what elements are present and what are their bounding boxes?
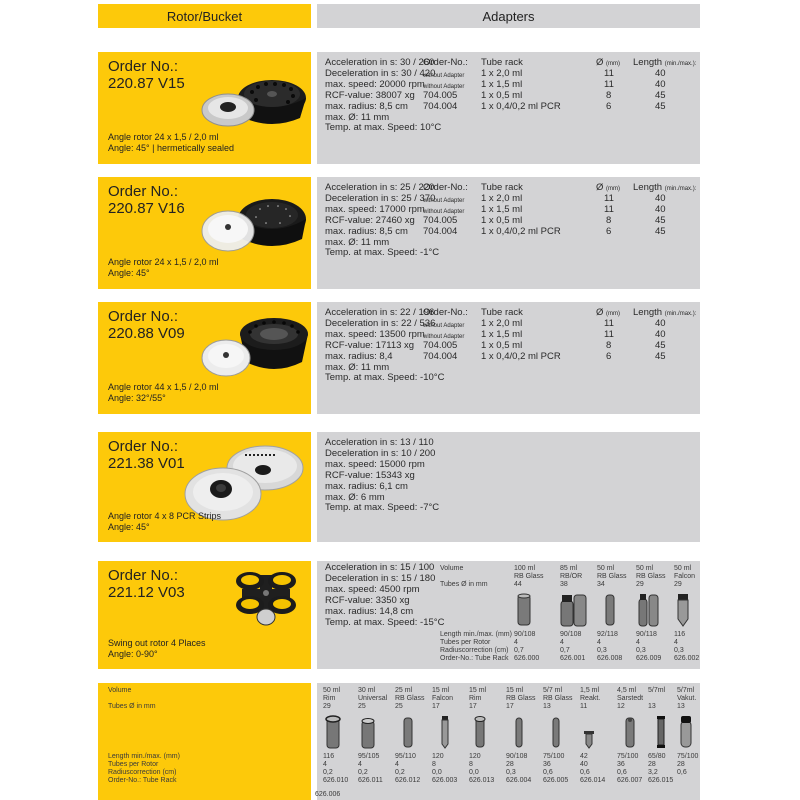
order-number: 220.87 V15 (108, 75, 185, 92)
reaction-tube-icon (582, 715, 596, 749)
adapter-order: without Adapter (423, 209, 465, 215)
spec-deceleration: Deceleration in s: 22 / 536 (325, 317, 436, 329)
adapter-dia: 6 (606, 351, 612, 362)
adapter-rack: 1 x 2,0 ml (481, 68, 523, 79)
col-length: Length (min./max.): (633, 57, 697, 68)
rim-tube-icon (325, 715, 341, 749)
tube-icon (512, 715, 526, 749)
adapter-dia: 8 (606, 90, 612, 101)
tube-icon (401, 715, 415, 749)
order-number: 221.12 V03 (108, 584, 185, 601)
adapter-dia: 11 (604, 329, 614, 340)
rotor-description: Angle rotor 4 x 8 PCR Strips (108, 511, 222, 521)
order-label: Order No.: (108, 438, 179, 455)
tube-column: 30 ml Universal 25 95/105 4 0,2 626.011 (358, 687, 388, 784)
adapter-dia: 11 (604, 79, 614, 90)
adapter-order: 704.005 (423, 340, 458, 351)
rotor-angle: Angle: 32°/55° (108, 393, 166, 403)
label-order: Order-No.: Tube Rack (108, 777, 177, 784)
adapter-len: 40 (655, 193, 666, 204)
label-order: Order-No.: Tube Rack (440, 655, 509, 662)
col-tube-rack: Tube rack (481, 182, 523, 193)
tube-column: 5/7ml 13 65/80 28 3,2 626.015 (648, 687, 674, 784)
rotor-angle: Angle: 45° (108, 268, 150, 278)
spec-acceleration: Acceleration in s: 15 / 100 (325, 562, 435, 573)
col-order-no: Order-No.: (423, 307, 468, 318)
label-volume: Volume (440, 565, 464, 572)
order-number: 220.88 V09 (108, 325, 185, 342)
adapter-len: 40 (655, 329, 666, 340)
rotor-description: Angle rotor 44 x 1,5 / 2,0 ml (108, 382, 219, 392)
pcr-strip-rotor-image (183, 442, 308, 522)
label-tubes-dia: Tubes Ø in mm (108, 703, 156, 710)
rotor-description: Angle rotor 24 x 1,5 / 2,0 ml (108, 132, 219, 142)
tube-column: 15 ml RB Glass 17 90/108 28 0,3 626.004 (506, 687, 536, 784)
col-length: Length (min./max.): (633, 307, 697, 318)
spec-max-diameter: max. Ø: 11 mm (325, 236, 390, 248)
adapter-rack: 1 x 1,5 ml (481, 204, 523, 215)
col-length: Length (min./max.): (633, 182, 697, 193)
adapter-dia: 8 (606, 340, 612, 351)
order-label: Order No.: (108, 308, 179, 325)
label-radius: Radiuscorrection (cm) (440, 647, 509, 654)
adapter-len: 40 (655, 68, 666, 79)
spec-max-diameter: max. Ø: 11 mm (325, 361, 390, 373)
rotor-description: Swing out rotor 4 Places (108, 638, 206, 648)
order-label: Order No.: (108, 567, 179, 584)
tube-icon (360, 717, 376, 751)
adapter-order: without Adapter (423, 334, 465, 340)
adapter-len: 45 (655, 90, 666, 101)
angle-rotor-image (200, 187, 310, 259)
tube-column: 1,5 ml Reakt. 11 42 40 0,6 626.014 (580, 687, 606, 784)
tube-column: 5/7ml Vakut. 13 75/100 28 0,6 (677, 687, 699, 776)
label-per-rotor: Tubes per Rotor (440, 639, 491, 646)
bottom-tubes-panel (317, 683, 700, 800)
order-label: Order No.: (108, 183, 179, 200)
spec-deceleration: Deceleration in s: 10 / 200 (325, 447, 436, 459)
spec-max-speed: max. speed: 20000 rpm (325, 78, 425, 90)
spec-temp: Temp. at max. Speed: -10°C (325, 372, 445, 384)
adapter-len: 45 (655, 351, 666, 362)
col-tube-rack: Tube rack (481, 57, 523, 68)
spec-rcf: RCF-value: 3350 xg (325, 594, 410, 606)
spec-max-radius: max. radius: 8,5 cm (325, 225, 408, 237)
adapter-rack: 1 x 1,5 ml (481, 79, 523, 90)
spec-max-radius: max. radius: 6,1 cm (325, 480, 408, 492)
spec-rcf: RCF-value: 38007 xg (325, 89, 415, 101)
tube-column: 15 ml Falcon 17 120 8 0,0 626.003 (432, 687, 458, 784)
adapter-dia: 11 (604, 193, 614, 204)
label-length: Length min./max. (mm) (440, 631, 512, 638)
adapter-dia: 6 (606, 226, 612, 237)
tube-column: 50 ml Rim 29 116 4 0,2 626.010 (323, 687, 349, 784)
adapter-rack: 1 x 0,5 ml (481, 90, 523, 101)
tube-column: 50 ml Falcon 29 116 4 0,3 626.002 (674, 565, 700, 662)
col-order-no: Order-No.: (423, 57, 468, 68)
spec-temp: Temp. at max. Speed: -7°C (325, 502, 440, 514)
tube-column: 25 ml RB Glass 25 95/110 4 0,2 626.012 (395, 687, 425, 784)
adapter-order: 704.004 (423, 101, 458, 112)
adapter-rack: 1 x 0,4/0,2 ml PCR (481, 101, 561, 112)
col-order-no: Order-No.: (423, 182, 468, 193)
adapter-dia: 8 (606, 215, 612, 226)
tube-icon (560, 593, 588, 627)
rotor-angle: Angle: 45° | hermetically sealed (108, 143, 235, 153)
angle-rotor-image (200, 66, 310, 134)
tube-icon (654, 715, 668, 749)
col-diameter: Ø (mm) (596, 307, 621, 318)
adapter-len: 45 (655, 226, 666, 237)
adapter-order: 704.005 (423, 90, 458, 101)
col-diameter: Ø (mm) (596, 182, 621, 193)
adapter-panel-221-12-v03 (317, 561, 700, 669)
tube-icon (623, 715, 637, 749)
rotor-card-220-88-v09[interactable] (98, 302, 311, 414)
spec-max-speed: max. speed: 17000 rpm (325, 203, 425, 215)
header-rotor-bucket: Rotor/Bucket (98, 4, 311, 28)
label-tubes-dia: Tubes Ø in mm (440, 581, 488, 588)
spec-max-radius: max. radius: 8,5 cm (325, 100, 408, 112)
adapter-rack: 1 x 0,5 ml (481, 215, 523, 226)
tube-icon (516, 593, 532, 627)
adapter-len: 40 (655, 204, 666, 215)
adapter-order: 704.004 (423, 226, 458, 237)
tube-column: 50 ml RB Glass 34 92/118 4 0,3 626.008 (597, 565, 627, 662)
spec-deceleration: Deceleration in s: 30 / 420 (325, 67, 436, 79)
spec-temp: Temp. at max. Speed: -1°C (325, 247, 440, 259)
adapter-dia: 11 (604, 68, 614, 79)
adapter-len: 40 (655, 318, 666, 329)
falcon-tube-icon (438, 715, 452, 749)
col-tube-rack: Tube rack (481, 307, 523, 318)
tube-labels-top (108, 687, 156, 711)
adapter-panel-220-87-v15 (317, 52, 700, 164)
tube-column: 50 ml RB Glass 29 90/118 4 0,3 626.009 (636, 565, 666, 662)
bottom-tubes-table (317, 687, 700, 797)
adapter-rack: 1 x 2,0 ml (481, 193, 523, 204)
adapter-rack: 1 x 0,4/0,2 ml PCR (481, 226, 561, 237)
adapter-len: 40 (655, 79, 666, 90)
tube-column: 15 ml Rim 17 120 8 0,0 626.013 (469, 687, 495, 784)
adapter-dia: 6 (606, 101, 612, 112)
rotor-angle: Angle: 45° (108, 522, 150, 532)
adapter-dia: 11 (604, 318, 614, 329)
extra-order-number: 626.006 (315, 791, 341, 798)
spec-max-speed: max. speed: 15000 rpm (325, 458, 425, 470)
header-adapters: Adapters (317, 4, 700, 28)
spec-rcf: RCF-value: 27460 xg (325, 214, 415, 226)
tube-icon (603, 593, 617, 627)
adapter-order: 704.005 (423, 215, 458, 226)
rotor-card-220-87-v16[interactable] (98, 177, 311, 289)
adapter-panel-220-87-v16 (317, 177, 700, 289)
adapter-order: without Adapter (423, 73, 465, 79)
vacutainer-tube-icon (679, 715, 693, 749)
spec-temp: Temp. at max. Speed: -15°C (325, 616, 445, 628)
spec-rcf: RCF-value: 15343 xg (325, 469, 415, 481)
spec-deceleration: Deceleration in s: 15 / 180 (325, 572, 436, 584)
spec-max-speed: max. speed: 4500 rpm (325, 583, 420, 595)
tube-column: 100 ml RB Glass 44 90/108 4 0,7 626.000 (514, 565, 544, 662)
spec-max-diameter: max. Ø: 11 mm (325, 111, 390, 123)
rim-tube-icon (473, 715, 487, 749)
adapter-panel-220-88-v09 (317, 302, 700, 414)
spec-deceleration: Deceleration in s: 25 / 370 (325, 192, 436, 204)
spec-max-radius: max. radius: 8,4 (325, 350, 393, 362)
adapter-len: 45 (655, 101, 666, 112)
label-volume: Volume (108, 687, 132, 694)
tube-icon (549, 715, 563, 749)
falcon-tube-icon (676, 593, 690, 627)
adapter-order: without Adapter (423, 323, 465, 329)
tube-column: 4,5 ml Sarstedt 12 75/100 36 0,6 626.007 (617, 687, 644, 784)
label-radius: Radiuscorrection (cm) (108, 769, 177, 776)
rotor-description: Angle rotor 24 x 1,5 / 2,0 ml (108, 257, 219, 267)
label-per-rotor: Tubes per Rotor (108, 761, 159, 768)
order-label: Order No.: (108, 58, 179, 75)
adapter-len: 45 (655, 340, 666, 351)
label-length: Length min./max. (mm) (108, 753, 180, 760)
adapter-rack: 1 x 0,4/0,2 ml PCR (481, 351, 561, 362)
spec-temp: Temp. at max. Speed: 10°C (325, 122, 442, 134)
adapter-dia: 11 (604, 204, 614, 215)
spec-max-speed: max. speed: 13500 rpm (325, 328, 425, 340)
tube-column: 85 ml RB/OR 38 90/108 4 0,7 626.001 (560, 565, 588, 663)
spec-acceleration: Acceleration in s: 25 / 220 (325, 182, 435, 193)
rotor-angle: Angle: 0-90° (108, 649, 158, 659)
rotor-card-221-12-v03[interactable] (98, 561, 311, 669)
spec-max-diameter: max. Ø: 6 mm (325, 491, 385, 503)
adapter-order: 704.004 (423, 351, 458, 362)
spec-rcf: RCF-value: 17113 xg (325, 339, 415, 351)
swing-out-rotor-image (230, 567, 302, 629)
spec-acceleration: Acceleration in s: 22 / 196 (325, 307, 435, 318)
swing-tubes-table (317, 562, 700, 665)
spec-max-radius: max. radius: 14,8 cm (325, 605, 414, 617)
order-number: 221.38 V01 (108, 455, 185, 472)
angle-rotor-image (200, 312, 310, 384)
adapter-rack: 1 x 1,5 ml (481, 329, 523, 340)
rotor-card-221-38-v01[interactable] (98, 432, 311, 542)
adapter-rack: 1 x 0,5 ml (481, 340, 523, 351)
adapter-len: 45 (655, 215, 666, 226)
order-number: 220.87 V16 (108, 200, 185, 217)
rotor-specs (325, 438, 439, 514)
rotor-card-220-87-v15[interactable] (98, 52, 311, 164)
adapter-panel-221-38-v01 (317, 432, 700, 542)
tube-labels-panel (98, 683, 311, 800)
tube-labels-bottom (108, 753, 180, 785)
col-diameter: Ø (mm) (596, 57, 621, 68)
spec-acceleration: Acceleration in s: 13 / 110 (325, 437, 434, 448)
tube-column: 5/7 ml RB Glass 13 75/100 36 0,6 626.005 (543, 687, 573, 784)
tube-icon (638, 593, 660, 627)
adapter-order: without Adapter (423, 198, 465, 204)
adapter-rack: 1 x 2,0 ml (481, 318, 523, 329)
adapter-order: without Adapter (423, 84, 465, 90)
spec-acceleration: Acceleration in s: 30 / 260 (325, 57, 435, 68)
